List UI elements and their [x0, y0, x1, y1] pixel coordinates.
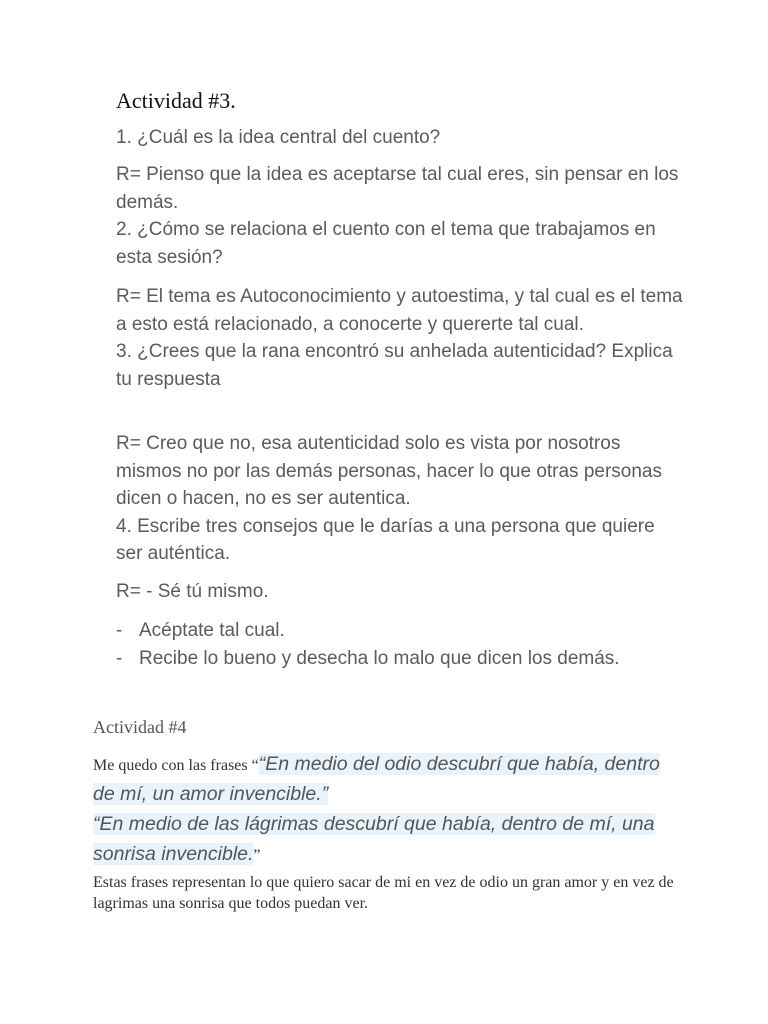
- question-1: 1. ¿Cuál es la idea central del cuento?: [116, 127, 441, 148]
- actividad4-title: Actividad #4: [93, 717, 187, 737]
- list-item: [116, 645, 620, 673]
- conclusion-paragraph: Estas frases representan lo que quiero sacar de mi en vez de odio un gran amor y en vez de lagrimas una sonrisa que todos puedan ver.: [93, 874, 674, 912]
- answer-question-group-1: [116, 161, 686, 271]
- question-2: 2. ¿Cómo se relaciona el cuento con el tema que trabajamos en esta sesión?: [116, 219, 656, 268]
- answer-2: R= El tema es Autoconocimiento y autoestima, y tal cual es el tema a esto está relacionado, a conocerte y quererte tal cual.: [116, 286, 683, 335]
- list-item-text: Recibe lo bueno y desecha lo malo que dicen los demás.: [139, 647, 620, 669]
- answer-4: R= - Sé tú mismo.: [116, 581, 269, 602]
- answer-1: R= Pienso que la idea es aceptarse tal cual eres, sin pensar en los demás.: [116, 164, 679, 213]
- closing-quote: ”: [253, 847, 261, 864]
- answer-3: R= Creo que no, esa autenticidad solo es vista por nosotros mismos no por las demás personas, hacer lo que otras personas dicen o hacen, no es ser autentica.: [116, 433, 662, 509]
- question-4: 4. Escribe tres consejos que le darías a una persona que quiere ser auténtica.: [116, 515, 655, 564]
- quotes-paragraph: [93, 750, 683, 870]
- question-3: 3. ¿Crees que la rana encontró su anhelada autenticidad? Explica tu respuesta: [116, 341, 673, 390]
- answer-question-group-3: [116, 430, 686, 568]
- advice-list: [116, 617, 620, 672]
- quote-2: “En medio de las lágrimas descubrí que había, dentro de mí, una sonrisa invencible.: [93, 813, 655, 865]
- list-bullet: -: [116, 620, 123, 641]
- list-item: [116, 617, 620, 645]
- actividad3-title: Actividad #3.: [116, 88, 236, 113]
- list-item-text: Acéptate tal cual.: [139, 620, 285, 641]
- quotes-intro: Me quedo con las frases “: [93, 757, 259, 774]
- answer-question-group-2: [116, 283, 686, 393]
- quote-1: “En medio del odio descubrí que había, dentro de mí, un amor invencible.”: [93, 753, 660, 805]
- list-bullet: -: [116, 647, 123, 669]
